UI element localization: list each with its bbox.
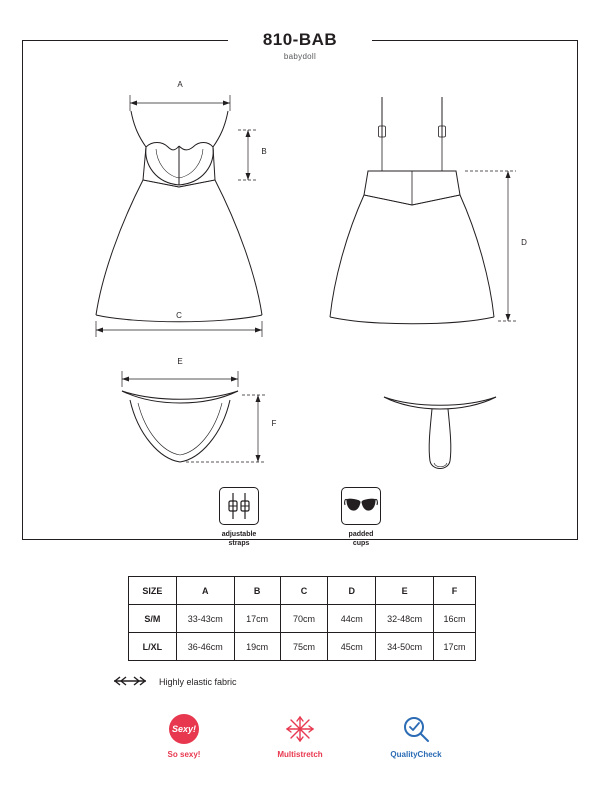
feature-padded-cups (323, 487, 399, 548)
feature-label-line1: padded (348, 531, 374, 538)
page-title: 810-BAB (262, 30, 338, 49)
table-cell: 17cm (434, 633, 476, 661)
table-cell: 36-46cm (176, 633, 234, 661)
back-view-drawing (320, 75, 550, 360)
so-sexy-logo (143, 712, 225, 759)
elastic-arrow-icon (108, 676, 152, 688)
padded-cups-icon (341, 487, 381, 525)
page-subtitle: babydoll (283, 52, 317, 61)
elastic-fabric-note (108, 676, 237, 688)
elastic-fabric-label: Highly elastic fabric (159, 677, 237, 687)
feature-label-adjustable-straps (201, 530, 277, 548)
table-cell: 32-48cm (376, 605, 434, 633)
feature-label-padded-cups (323, 530, 399, 548)
table-header-cell: E (376, 577, 434, 605)
multistretch-label: Multistretch (277, 750, 323, 759)
size-table (128, 576, 476, 661)
dimension-label-f: F (271, 419, 277, 428)
multistretch-icon (259, 712, 341, 746)
table-header-cell: D (328, 577, 376, 605)
dimension-label-b: B (261, 147, 267, 156)
feature-adjustable-straps (201, 487, 277, 548)
table-header-cell: SIZE (129, 577, 177, 605)
table-cell: S/M (129, 605, 177, 633)
header (0, 30, 600, 61)
so-sexy-label: So sexy! (167, 750, 201, 759)
feature-label-line2: cups (352, 540, 370, 547)
table-row (129, 633, 476, 661)
dimension-label-d: D (521, 238, 527, 247)
front-view-drawing (60, 75, 310, 360)
table-cell: 44cm (328, 605, 376, 633)
table-cell: 17cm (234, 605, 280, 633)
so-sexy-icon (143, 712, 225, 746)
qualitycheck-icon (375, 712, 457, 746)
multistretch-logo (259, 712, 341, 759)
table-header-cell: A (176, 577, 234, 605)
table-row (129, 605, 476, 633)
table-cell: 19cm (234, 633, 280, 661)
table-cell: 70cm (280, 605, 328, 633)
adjustable-straps-icon (219, 487, 259, 525)
logos-row (0, 712, 600, 759)
table-cell: 75cm (280, 633, 328, 661)
table-header-cell: C (280, 577, 328, 605)
thong-front-drawing (100, 357, 300, 488)
dimension-label-e: E (177, 357, 183, 366)
table-header-row (129, 577, 476, 605)
table-cell: 45cm (328, 633, 376, 661)
qualitycheck-logo (375, 712, 457, 759)
table-header-cell: F (434, 577, 476, 605)
dimension-label-c: C (176, 311, 182, 320)
feature-label-line2: straps (228, 540, 250, 547)
table-header-cell: B (234, 577, 280, 605)
dimension-label-a: A (177, 80, 183, 89)
table-cell: 16cm (434, 605, 476, 633)
features-row (0, 487, 600, 548)
table-cell: 34-50cm (376, 633, 434, 661)
feature-label-line1: adjustable (221, 531, 257, 538)
size-table-wrap (128, 576, 476, 661)
qualitycheck-label: QualityCheck (390, 750, 442, 759)
table-cell: L/XL (129, 633, 177, 661)
so-sexy-badge: Sexy! (169, 714, 199, 744)
thong-back-drawing (370, 385, 510, 490)
table-cell: 33-43cm (176, 605, 234, 633)
